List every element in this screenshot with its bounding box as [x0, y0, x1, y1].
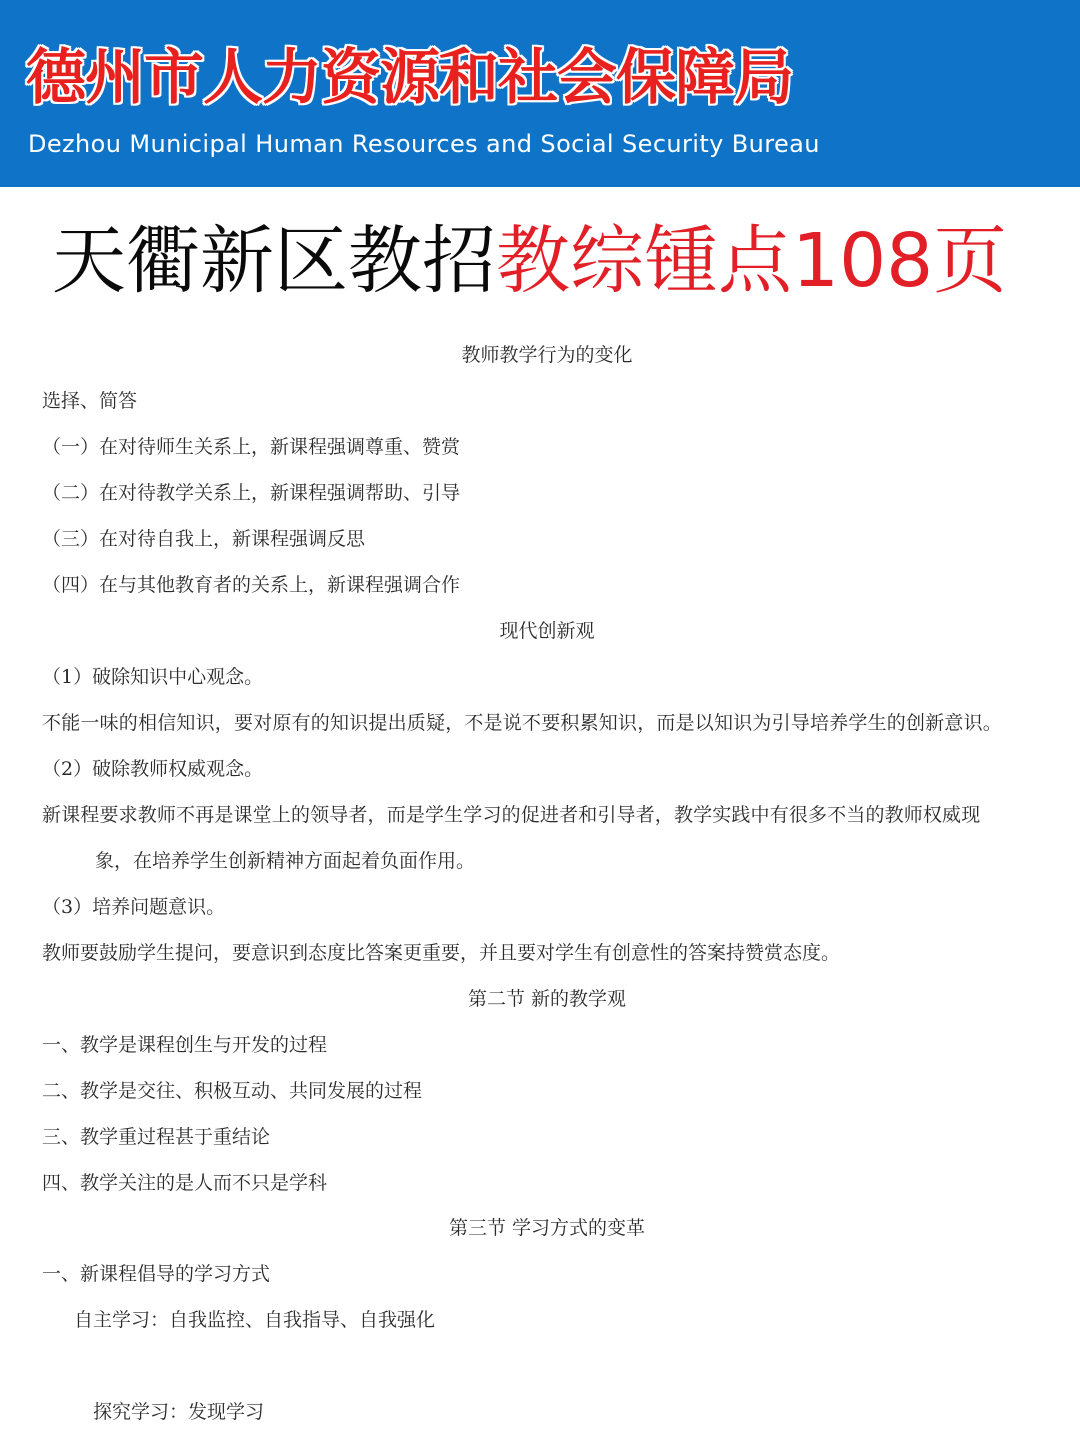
headline-red-part: 教综锺点108页 — [496, 218, 1008, 304]
sub-item: 自主学习：自我监控、自我指导、自我强化 — [74, 1309, 436, 1331]
section-title-innovation: 现代创新观 — [499, 620, 595, 642]
headline-black-part: 天衢新区教招 — [52, 218, 496, 304]
list-item: 四、教学关注的是人而不只是学科 — [42, 1172, 328, 1194]
point-heading: （1）破除知识中心观念。 — [42, 666, 264, 688]
list-item: （四）在与其他教育者的关系上，新课程强调合作 — [42, 574, 461, 596]
list-item: （一）在对待师生关系上，新课程强调尊重、赞赏 — [42, 436, 461, 458]
bureau-banner — [0, 0, 1080, 187]
list-item: 二、教学是交往、积极互动、共同发展的过程 — [42, 1080, 423, 1102]
point-text-continued: 象，在培养学生创新精神方面起着负面作用。 — [95, 850, 476, 872]
point-text: 不能一味的相信知识，要对原有的知识提出质疑，不是说不要积累知识，而是以知识为引导培养学生的创新意识。 — [42, 712, 1003, 734]
list-item: （二）在对待教学关系上，新课程强调帮助、引导 — [42, 482, 461, 504]
point-text: 教师要鼓励学生提问，要意识到态度比答案更重要，并且要对学生有创意性的答案持赞赏态度。 — [42, 942, 841, 964]
list-item: 一、新课程倡导的学习方式 — [42, 1263, 271, 1285]
list-item: 三、教学重过程甚于重结论 — [42, 1126, 271, 1148]
point-heading: （3）培养问题意识。 — [42, 896, 226, 918]
section-title-learning-change: 第三节 学习方式的变革 — [448, 1217, 646, 1239]
point-heading: （2）破除教师权威观念。 — [42, 758, 264, 780]
section-title-teaching-view: 第二节 新的教学观 — [467, 988, 627, 1010]
list-item: （三）在对待自我上，新课程强调反思 — [42, 528, 366, 550]
section-title-teacher-behavior: 教师教学行为的变化 — [461, 344, 633, 366]
page-headline — [52, 215, 1007, 307]
bureau-name-english: Dezhou Municipal Human Resources and Social Security Bureau — [28, 130, 820, 158]
list-item: 一、教学是课程创生与开发的过程 — [42, 1034, 328, 1056]
sub-item: 探究学习：发现学习 — [93, 1401, 265, 1423]
question-type-label: 选择、简答 — [42, 390, 138, 412]
bureau-name-chinese: 德州市人力资源和社会保障局 — [26, 43, 793, 113]
point-text: 新课程要求教师不再是课堂上的领导者，而是学生学习的促进者和引导者，教学实践中有很多不当的教师权威现 — [42, 804, 981, 826]
